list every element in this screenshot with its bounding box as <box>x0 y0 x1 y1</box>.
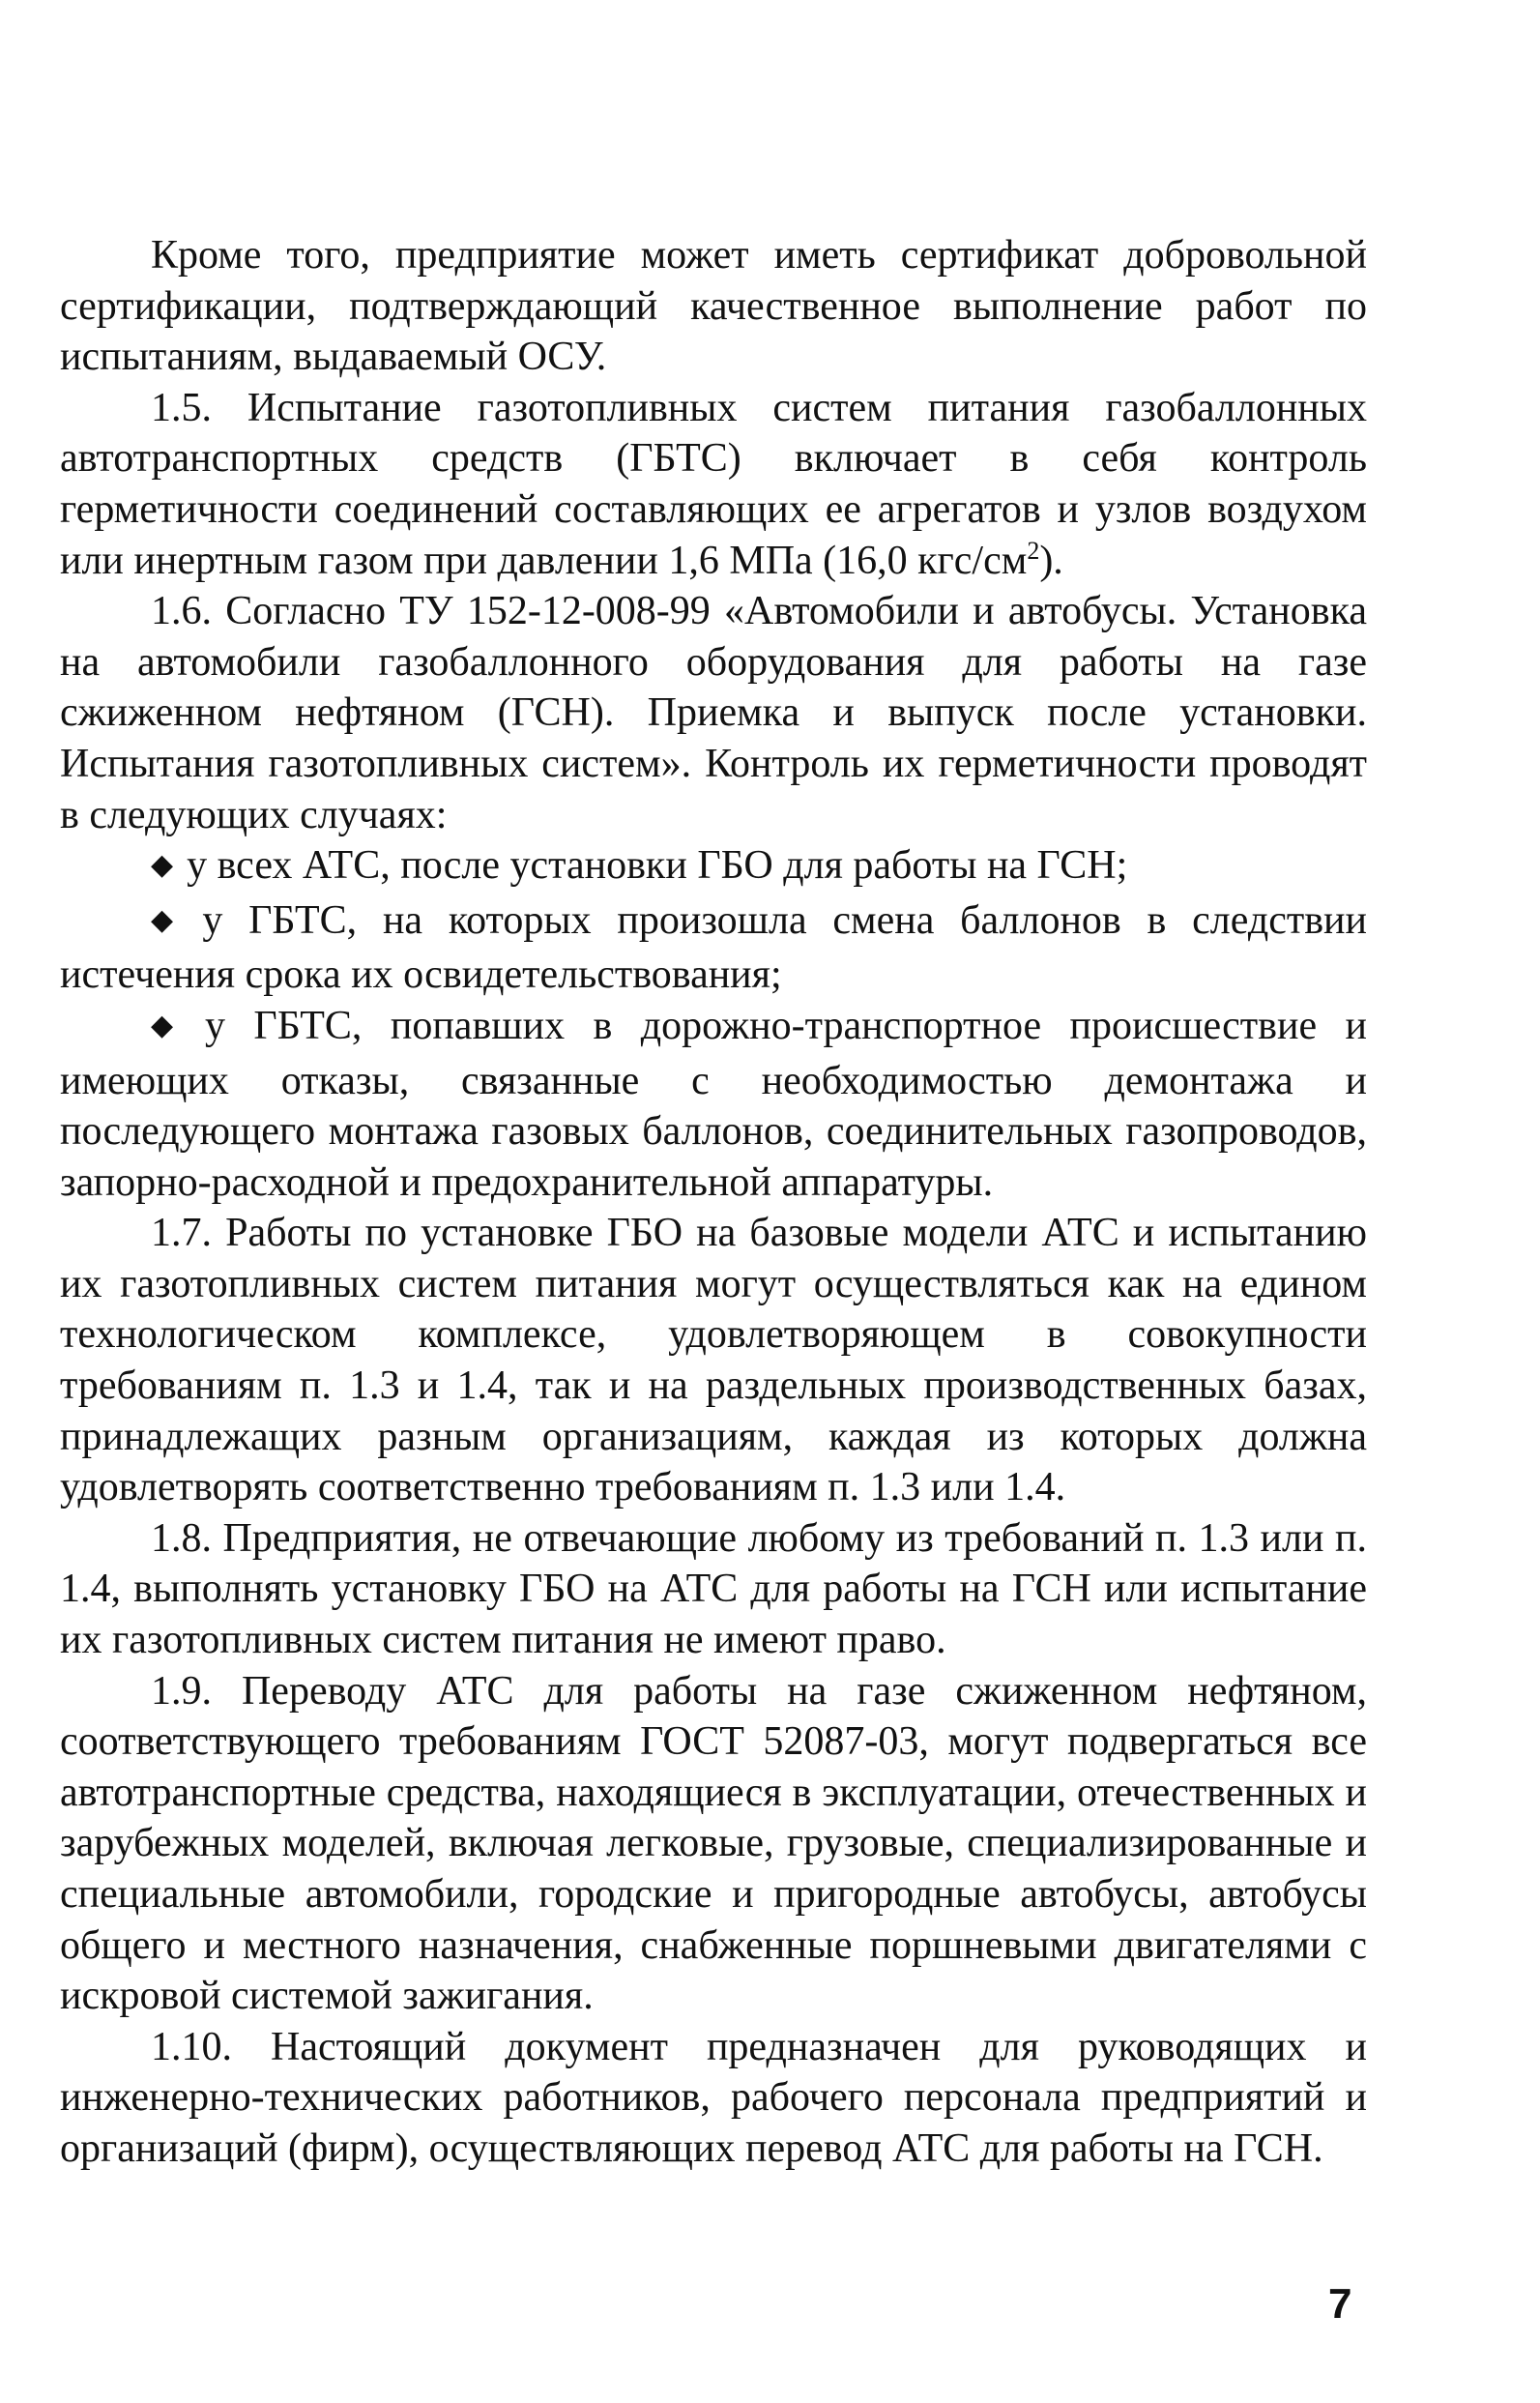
diamond-bullet-icon: ◆ <box>151 849 174 882</box>
diamond-bullet-icon: ◆ <box>151 1009 191 1041</box>
bullet-item-1 <box>60 840 1367 895</box>
page-number: 7 <box>1328 2280 1352 2328</box>
paragraph-1-6: 1.6. Согласно ТУ 152-12-008-99 «Автомобили и автобусы. Установка на автомобили газобаллонного оборудования для работы на газе сжиженном нефтяном (ГСН). Приемка и выпуск после установки. Испытания газотопливных систем». Контроль их герметичности проводят в следующих случаях: <box>60 589 1367 837</box>
bullet-item-2 <box>60 895 1367 1001</box>
superscript: 2 <box>1027 536 1040 565</box>
paragraph-1-5-after: ). <box>1039 538 1063 583</box>
paragraph-1-9: 1.9. Переводу АТС для работы на газе сжиженном нефтяном, соответствующего требованиям ГОСТ 52087-03, могут подвергаться все автотранспортные средства, находящиеся в эксплуатации, отечественных и зарубежных моделей, включая легковые, грузовые, специализированные и специальные автомобили, городские и пригородные автобусы, автобусы общего и местного назначения, снабженные поршневыми двигателями с искровой системой зажигания. <box>60 1668 1367 2019</box>
page-text <box>60 230 1367 2175</box>
bullet-item-text: у ГБТС, на которых произошла смена баллонов в следствии истечения срока их освидетельствования; <box>60 897 1367 998</box>
paragraph-1-7: 1.7. Работы по установке ГБО на базовые модели АТС и испытанию их газотопливных систем питания могут осуществляться как на едином технологическом комплексе, удовлетворяющем в совокупности требованиям п. 1.3 и 1.4, так и на раздельных производственных базах, принадлежащих разным организациям, каждая из которых должна удовлетворять соответственно требованиям п. 1.3 или 1.4. <box>60 1211 1367 1510</box>
paragraph-intro: Кроме того, предприятие может иметь сертификат добровольной сертификации, подтверждающий качественное выполнение работ по испытаниям, выдаваемый ОСУ. <box>60 233 1367 380</box>
paragraph-1-5 <box>60 383 1367 586</box>
paragraph-1-8: 1.8. Предприятия, не отвечающие любому из требований п. 1.3 или п. 1.4, выполнять установку ГБО на АТС для работы на ГСН или испытание их газотопливных систем питания не имеют право. <box>60 1515 1367 1663</box>
bullet-item-text: у ГБТС, попавших в дорожно-транспортное происшествие и имеющих отказы, связанные с необходимостью демонтажа и последующего монтажа газовых баллонов, соединительных газопроводов, запорно-расходной и предохранительной аппаратуры. <box>60 1003 1367 1205</box>
bullet-item-text: у всех АТС, после установки ГБО для работы на ГСН; <box>187 843 1128 889</box>
bullet-item-3 <box>60 1001 1367 1208</box>
paragraph-1-10: 1.10. Настоящий документ предназначен для руководящих и инженерно-технических работников, рабочего персонала предприятий и организаций (фирм), осуществляющих перевод АТС для работы на ГСН. <box>60 2024 1367 2171</box>
paragraph-1-5-text: 1.5. Испытание газотопливных систем питания газобаллонных автотранспортных средств (ГБТС) включает в себя контроль герметичности соединений составляющих ее агрегатов и узлов воздухом или инертным газом при давлении 1,6 МПа (16,0 кгс/см <box>60 385 1367 583</box>
diamond-bullet-icon: ◆ <box>151 903 189 936</box>
